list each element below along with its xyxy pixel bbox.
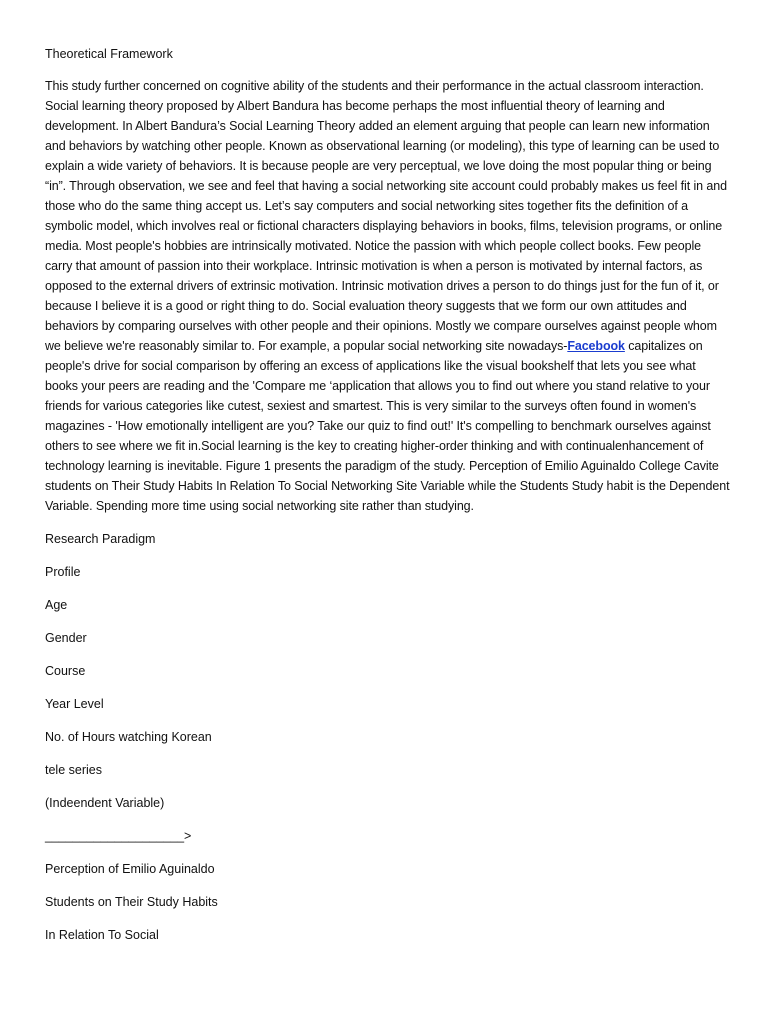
- list-item: (Indeendent Variable): [45, 796, 165, 810]
- paragraph-text-after-link: capitalizes on people's drive for social comparison by offering an excess of applications like the visual bookshelf that lets you see what books your peers are reading and the 'Compare me ‘application that allows you to find out where you stand relative to your friends for various categories like cutest, sexiest and smartest. This is very similar to the surveys often found in women's magazines - 'How emotionally intelligent are you? Take our quiz to find out!' It's compelling to benchmark ourselves against others to see where we fit in.Social learning is the key to creating higher-order thinking and with continualenhancement of technology learning is inevitable. Figure 1 presents the paradigm of the study. Perception of Emilio Aguinaldo College Cavite students on Their Study Habits In Relation To Social Networking Site Variable while the Students Study habit is the Dependent Variable. Spending more time using social networking site rather than studying.: [45, 339, 730, 513]
- arrow-line: ____________________>: [45, 829, 192, 843]
- list-item: Research Paradigm: [45, 532, 156, 546]
- document-page: [45, 44, 731, 958]
- list-item: Profile: [45, 565, 81, 579]
- facebook-link[interactable]: Facebook: [567, 339, 625, 353]
- list-item: Age: [45, 598, 68, 612]
- list-item: Students on Their Study Habits: [45, 895, 218, 909]
- list-item: Course: [45, 664, 86, 678]
- list-item: In Relation To Social: [45, 928, 159, 942]
- list-item: No. of Hours watching Korean: [45, 730, 212, 744]
- list-item: tele series: [45, 763, 102, 777]
- paragraph-text-before-link: This study further concerned on cognitive ability of the students and their performance in the actual classroom interaction. Social learning theory proposed by Albert Bandura has become perhaps the most influential theory of learning and development. In Albert Bandura’s Social Learning Theory added an element arguing that people can learn new information and behaviors by watching other people. Known as observational learning (or modeling), this type of learning can be used to explain a wide variety of behaviors. It is because people are very perceptual, we love doing the most popular thing or being “in”. Through observation, we see and feel that having a social networking site account could probably makes us feel fit in and those who do the same thing accept us. Let’s say computers and social networking sites together fits the definition of a symbolic model, which involves real or fictional characters displaying behaviors in books, films, television programs, or online media. Most people's hobbies are intrinsically motivated. Notice the passion with which people collect books. Few people carry that amount of passion into their workplace. Intrinsic motivation is when a person is motivated by internal factors, as opposed to the external drivers of extrinsic motivation. Intrinsic motivation drives a person to do things just for the fun of it, or because I believe it is a good or right thing to do. Social evaluation theory suggests that we form our own attitudes and behaviors by comparing ourselves with other people and their opinions. Mostly we compare ourselves against people whom we believe we're reasonably similar to. For example, a popular social networking site nowadays-: [45, 79, 727, 353]
- section-heading: Theoretical Framework: [45, 47, 173, 61]
- list-item: Gender: [45, 631, 87, 645]
- list-item: Year Level: [45, 697, 104, 711]
- body-paragraph: [45, 76, 731, 516]
- list-item: Perception of Emilio Aguinaldo: [45, 862, 215, 876]
